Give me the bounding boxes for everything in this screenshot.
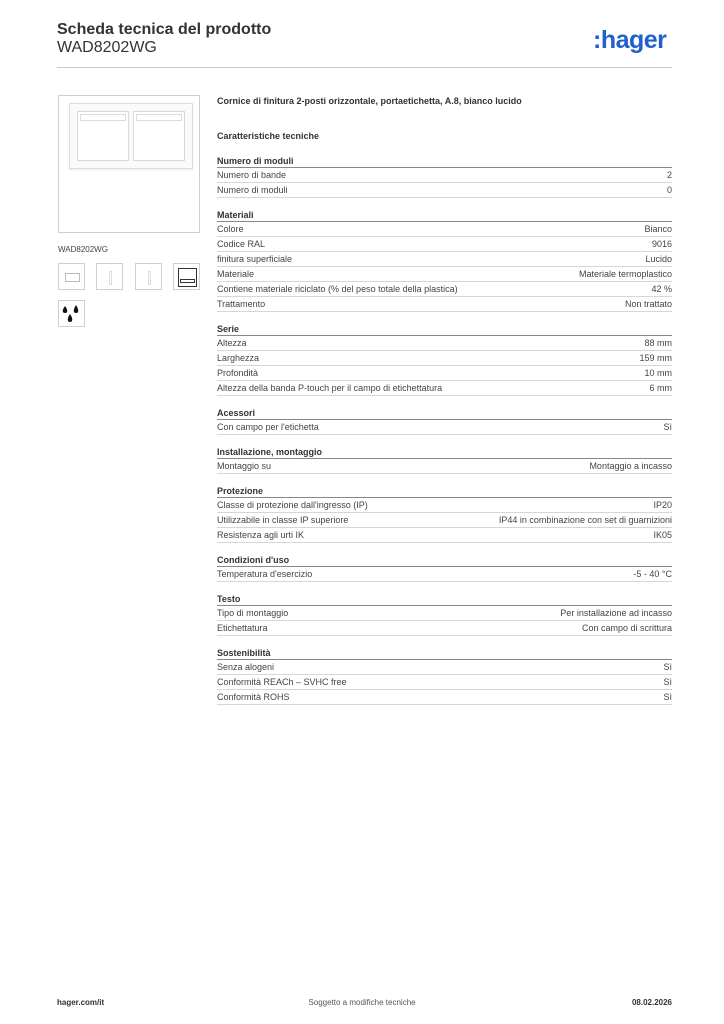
spec-row — [217, 366, 672, 381]
spec-value: Sì — [663, 662, 672, 672]
thumbnail-side-alt[interactable] — [135, 263, 162, 290]
spec-section — [217, 647, 672, 705]
spec-value: Con campo di scrittura — [581, 623, 672, 633]
spec-label: Senza alogeni — [217, 662, 275, 672]
spec-row — [217, 606, 672, 621]
spec-label: Trattamento — [217, 299, 266, 309]
spec-label: Larghezza — [217, 353, 260, 363]
thumbnail-front[interactable] — [58, 263, 85, 290]
spec-row — [217, 660, 672, 675]
spec-value: Materiale termoplastico — [578, 269, 672, 279]
spec-value: 2 — [666, 170, 672, 180]
spec-row — [217, 567, 672, 582]
spec-value: Sì — [663, 677, 672, 687]
spec-label: Utilizzabile in classe IP superiore — [217, 515, 349, 525]
spec-label: Resistenza agli urti IK — [217, 530, 305, 540]
spec-label: Altezza della banda P-touch per il campo di etichettatura — [217, 383, 443, 393]
spec-row — [217, 498, 672, 513]
section-heading: Protezione — [217, 485, 672, 498]
spec-section — [217, 554, 672, 582]
spec-label: Numero di bande — [217, 170, 287, 180]
spec-sections — [217, 155, 672, 716]
spec-section — [217, 209, 672, 312]
spec-value: Per installazione ad incasso — [560, 608, 672, 618]
thumbnail-drawing[interactable] — [173, 263, 200, 290]
spec-row — [217, 168, 672, 183]
section-heading: Numero di moduli — [217, 155, 672, 168]
section-heading: Condizioni d'uso — [217, 554, 672, 567]
section-heading: Testo — [217, 593, 672, 606]
section-heading: Materiali — [217, 209, 672, 222]
spec-value: 88 mm — [644, 338, 672, 348]
spec-value: IP44 in combinazione con set di guarnizioni — [498, 515, 672, 525]
spec-label: Profondità — [217, 368, 259, 378]
thumbnail-side[interactable] — [96, 263, 123, 290]
spec-row — [217, 351, 672, 366]
spec-row — [217, 528, 672, 543]
footer-note: Soggetto a modifiche tecniche — [308, 998, 416, 1007]
spec-label: Etichettatura — [217, 623, 268, 633]
spec-label: Altezza — [217, 338, 247, 348]
section-heading: Acessori — [217, 407, 672, 420]
spec-section — [217, 446, 672, 474]
footer-website[interactable]: hager.com/it — [57, 998, 105, 1007]
spec-row — [217, 237, 672, 252]
module-slot-right — [133, 111, 185, 161]
section-heading: Serie — [217, 323, 672, 336]
spec-label: Temperatura d'esercizio — [217, 569, 313, 579]
spec-value: IP20 — [653, 500, 672, 510]
spec-row — [217, 282, 672, 297]
frame-illustration — [69, 103, 193, 169]
spec-label: finitura superficiale — [217, 254, 293, 264]
spec-section — [217, 485, 672, 543]
spec-label: Contiene materiale riciclato (% del peso totale della plastica) — [217, 284, 458, 294]
tech-specs-heading: Caratteristiche tecniche — [217, 131, 320, 141]
water-drops-icon — [58, 300, 85, 327]
spec-row — [217, 336, 672, 351]
hager-logo: :hager — [593, 26, 667, 54]
spec-value: 9016 — [651, 239, 672, 249]
spec-label: Codice RAL — [217, 239, 266, 249]
image-caption: WAD8202WG — [58, 245, 108, 254]
spec-value: Non trattato — [624, 299, 672, 309]
spec-row — [217, 675, 672, 690]
spec-section — [217, 593, 672, 636]
spec-section — [217, 155, 672, 198]
spec-value: Montaggio a incasso — [589, 461, 672, 471]
spec-label: Con campo per l'etichetta — [217, 422, 319, 432]
product-description: Cornice di finitura 2-posti orizzontale, portaetichetta, A.8, bianco lucido — [217, 96, 522, 106]
spec-row — [217, 381, 672, 396]
spec-value: Sì — [663, 422, 672, 432]
spec-row — [217, 513, 672, 528]
spec-value: 159 mm — [639, 353, 672, 363]
product-code: WAD8202WG — [57, 39, 157, 56]
product-image — [58, 95, 200, 233]
spec-section — [217, 323, 672, 396]
spec-row — [217, 420, 672, 435]
spec-row — [217, 621, 672, 636]
spec-value: 10 mm — [644, 368, 672, 378]
header-divider — [57, 67, 672, 68]
spec-label: Classe di protezione dall'ingresso (IP) — [217, 500, 368, 510]
spec-label: Conformità REACh – SVHC free — [217, 677, 347, 687]
spec-value: 42 % — [651, 284, 672, 294]
page-title: Scheda tecnica del prodotto — [57, 21, 272, 38]
spec-row — [217, 267, 672, 282]
spec-label: Tipo di montaggio — [217, 608, 289, 618]
spec-row — [217, 183, 672, 198]
spec-label: Conformità ROHS — [217, 692, 290, 702]
spec-section — [217, 407, 672, 435]
spec-label: Numero di moduli — [217, 185, 288, 195]
spec-value: -5 - 40 °C — [633, 569, 672, 579]
spec-value: Sì — [663, 692, 672, 702]
footer-date: 08.02.2026 — [631, 998, 672, 1007]
spec-row — [217, 252, 672, 267]
spec-label: Montaggio su — [217, 461, 272, 471]
spec-row — [217, 222, 672, 237]
spec-value: 6 mm — [649, 383, 672, 393]
spec-row — [217, 690, 672, 705]
spec-value: 0 — [666, 185, 672, 195]
spec-value: IK05 — [653, 530, 672, 540]
spec-label: Colore — [217, 224, 244, 234]
spec-value: Lucido — [645, 254, 672, 264]
section-heading: Installazione, montaggio — [217, 446, 672, 459]
spec-row — [217, 459, 672, 474]
brand-name: hager — [600, 26, 667, 54]
module-slot-left — [77, 111, 129, 161]
spec-value: Bianco — [644, 224, 672, 234]
spec-row — [217, 297, 672, 312]
spec-label: Materiale — [217, 269, 255, 279]
section-heading: Sostenibilità — [217, 647, 672, 660]
